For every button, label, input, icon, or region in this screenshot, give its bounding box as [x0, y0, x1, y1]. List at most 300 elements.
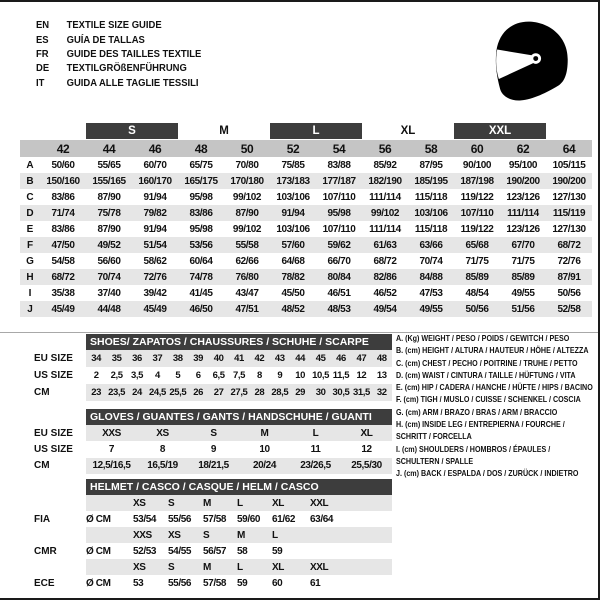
language-row [36, 61, 220, 75]
measurement-legend [396, 333, 596, 481]
measure-cell: 177/187 [322, 175, 356, 187]
row-letter: H [26, 271, 34, 283]
size-cell: 37 [152, 353, 163, 364]
measure-cell: 70/74 [419, 255, 443, 267]
measure-cell: 127/130 [552, 191, 586, 203]
legend-text: C. (cm) CHEST / PECHO / POITRINE / TRUHE / PETTO [396, 357, 578, 368]
measure-cell: 107/110 [322, 223, 356, 235]
helmet-value-cell: 53 [133, 577, 144, 589]
size-cell: 41 [234, 353, 244, 364]
row-cells [86, 495, 392, 511]
size-cell: 9 [277, 370, 283, 381]
measure-row [20, 301, 592, 317]
measure-cell: 115/118 [414, 191, 448, 203]
measure-cell: 45/50 [281, 287, 305, 299]
measure-cell: 190/200 [506, 175, 540, 187]
helmet-size-label-row [34, 527, 392, 543]
measure-cell: 48/52 [281, 303, 305, 315]
language-title: GUIDE DES TAILLES TEXTILE [66, 47, 202, 60]
size-cell: XXS [102, 427, 121, 439]
measure-cell: 160/170 [138, 175, 172, 187]
legend-text: B. (cm) HEIGHT / ALTURA / HAUTEUR / HÖHE / ALTEZZA [396, 345, 589, 356]
measure-cell: 99/102 [232, 191, 262, 203]
row-letter: J [27, 303, 33, 315]
legend-line [396, 419, 596, 431]
legend-text: G. (cm) ARM / BRAZO / BRAS / ARM / BRACCIO [396, 406, 558, 417]
measure-cell: 87/90 [235, 207, 259, 219]
size-header-cell: 44 [102, 141, 116, 156]
measure-cell: 95/100 [508, 159, 538, 171]
measure-cell: 67/70 [511, 239, 535, 251]
measure-cell: 95/98 [189, 191, 213, 203]
measure-cell: 50/56 [465, 303, 489, 315]
measure-cell: 99/102 [370, 207, 400, 219]
measure-cell: 91/94 [143, 191, 167, 203]
size-group-label: L [270, 123, 362, 139]
language-title: GUIDA ALLE TAGLIE TESSILI [66, 76, 199, 89]
language-code: FR [36, 47, 49, 60]
size-cell: 23 [91, 387, 102, 398]
helmet-size-cell: XS [168, 529, 181, 541]
size-header-cell: 52 [286, 141, 300, 156]
measure-cell: 65/75 [189, 159, 213, 171]
legend-text: H. (cm) INSIDE LEG / ENTREPIERNA / FOURCHE / [396, 419, 565, 430]
measure-cell: 49/52 [97, 239, 121, 251]
measure-cell: 123/126 [506, 223, 540, 235]
size-cell: 30 [315, 387, 326, 398]
helmet-value-cell: 55/56 [168, 513, 192, 525]
measure-cell: 79/82 [143, 207, 167, 219]
row-cells [86, 511, 392, 527]
measure-cell: 75/85 [281, 159, 305, 171]
measure-cell: 103/106 [276, 223, 310, 235]
size-cell: 10 [295, 370, 306, 381]
helmet-value-row [34, 511, 392, 527]
helmet-value-row [34, 543, 392, 559]
language-list [36, 18, 220, 90]
size-cell: 30,5 [332, 387, 350, 398]
measure-cell: 61/63 [373, 239, 397, 251]
measure-row [20, 269, 592, 285]
measure-cell: 173/183 [276, 175, 310, 187]
legend-line [396, 370, 596, 382]
helmet-table-title: HELMET / CASCO / CASQUE / HELM / CASCO [86, 479, 392, 495]
measure-cell: 190/200 [552, 175, 586, 187]
size-cell: 4 [154, 370, 160, 381]
row-letter: D [26, 207, 34, 219]
size-cell: 12,5/16,5 [92, 460, 131, 472]
measure-cell: 47/51 [235, 303, 259, 315]
helmet-value-cell: 57/58 [203, 577, 227, 589]
gloves-size-table [34, 409, 392, 474]
helmet-value-cell: 53/54 [133, 513, 157, 525]
measure-cell: 68/72 [373, 255, 397, 267]
measure-cell: 90/100 [462, 159, 492, 171]
row-cells [86, 350, 392, 367]
measure-cell: 66/70 [327, 255, 351, 267]
size-cell: 16,5/19 [147, 460, 178, 472]
measure-row [20, 173, 592, 189]
size-cell: 12 [356, 370, 367, 381]
measure-cell: 64/68 [281, 255, 305, 267]
row-letter: F [26, 239, 34, 251]
size-cell: 18/21,5 [198, 460, 229, 472]
helmet-value-cell: 60 [272, 577, 283, 589]
row-letter: A [26, 159, 34, 171]
row-cells [86, 458, 392, 474]
measure-cell: 83/86 [51, 223, 75, 235]
legend-text: J. (cm) BACK / ESPALDA / DOS / ZURÜCK / INDIETRO [396, 468, 579, 479]
language-title: GUÍA DE TALLAS [66, 33, 145, 46]
shoes-table-title: SHOES/ ZAPATOS / CHAUSSURES / SCHUHE / SCARPE [86, 334, 392, 350]
measure-cell: 49/54 [373, 303, 397, 315]
measure-cell: 155/165 [92, 175, 126, 187]
size-cell: 6,5 [212, 370, 225, 381]
measure-cell: 46/50 [189, 303, 213, 315]
measure-cell: 76/80 [235, 271, 259, 283]
size-group-label: M [219, 125, 229, 137]
measure-cell: 119/122 [460, 191, 494, 203]
measure-cell: 70/80 [235, 159, 259, 171]
main-size-table [20, 122, 592, 317]
measure-cell: 70/74 [97, 271, 121, 283]
gloves-table-title: GLOVES / GUANTES / GANTS / HANDSCHUHE / GUANTI [86, 409, 392, 425]
language-row [36, 47, 220, 61]
row-cells [86, 384, 392, 401]
row-letter: I [28, 287, 32, 299]
measure-cell: 56/60 [97, 255, 121, 267]
size-header-cell: 56 [378, 141, 392, 156]
measure-cell: 51/54 [143, 239, 167, 251]
measure-cell: 51/56 [511, 303, 535, 315]
measure-cell: 60/70 [143, 159, 167, 171]
measure-cell: 82/86 [373, 271, 397, 283]
helmet-size-cell: XXS [133, 529, 152, 541]
measure-cell: 95/98 [327, 207, 351, 219]
size-cell: 9 [210, 443, 217, 455]
helmet-value-cell: 57/58 [203, 513, 227, 525]
language-title: TEXTILGRÖßENFÜHRUNG [66, 62, 187, 75]
measure-cell: 60/64 [189, 255, 213, 267]
measure-cell: 43/47 [235, 287, 259, 299]
size-cell: 23,5 [108, 387, 126, 398]
measure-cell: 87/91 [557, 271, 581, 283]
size-row [34, 350, 392, 367]
row-cells [86, 367, 392, 384]
helmet-value-row [34, 575, 392, 591]
measure-cell: 170/180 [230, 175, 264, 187]
measure-cell: 59/62 [327, 239, 351, 251]
helmet-size-cell: L [237, 561, 243, 573]
helmet-value-cell: 61 [310, 577, 321, 589]
legend-text: F. (cm) TIGH / MUSLO / CUISSE / SCHENKEL / COSCIA [396, 394, 581, 405]
size-cell: 45 [315, 353, 326, 364]
size-cell: 27 [213, 387, 224, 398]
size-cell: 28,5 [271, 387, 289, 398]
measure-cell: 53/56 [189, 239, 213, 251]
helmet-size-cell: XL [272, 561, 284, 573]
helmet-icon [489, 17, 571, 105]
legend-line [396, 456, 596, 468]
size-group-label: XL [400, 125, 416, 137]
helmet-size-cell: XXL [310, 497, 329, 509]
measure-cell: 85/92 [373, 159, 397, 171]
measure-cell: 74/78 [189, 271, 213, 283]
size-cell: 38 [172, 353, 183, 364]
measure-cell: 85/89 [511, 271, 535, 283]
size-header-cell: 58 [424, 141, 438, 156]
measure-cell: 72/76 [143, 271, 167, 283]
size-cell: 48 [376, 353, 387, 364]
helmet-value-cell: 59 [272, 545, 283, 557]
size-cell: 10,5 [312, 370, 330, 381]
row-label: EU SIZE [34, 427, 73, 439]
helmet-value-cell: 52/53 [133, 545, 157, 557]
size-header-cell: 48 [194, 141, 208, 156]
measure-cell: 62/66 [235, 255, 259, 267]
measure-cell: 111/114 [369, 191, 401, 203]
size-cell: 20/24 [252, 460, 277, 472]
size-group-label: XXL [454, 123, 546, 139]
row-letter: B [26, 175, 34, 187]
size-cell: 43 [274, 353, 285, 364]
size-cell: L [312, 427, 319, 439]
size-row [34, 441, 392, 457]
helmet-size-cell: M [237, 529, 245, 541]
measure-cell: 48/53 [327, 303, 351, 315]
measure-row [20, 157, 592, 173]
size-cell: 36 [132, 353, 142, 364]
measure-cell: 47/50 [51, 239, 75, 251]
measure-cell: 68/72 [51, 271, 75, 283]
legend-text: I. (cm) SHOULDERS / HOMBROS / ÉPAULES / [396, 443, 551, 454]
size-cell: 23/26,5 [300, 460, 331, 472]
size-header-cell: 42 [56, 141, 70, 156]
size-cell: 10 [259, 443, 270, 455]
measure-cell: 65/68 [465, 239, 489, 251]
measure-cell: 115/119 [552, 207, 586, 219]
measure-cell: 75/78 [97, 207, 121, 219]
legend-text: E. (cm) HIP / CADERA / HANCHE / HÜFTE / HIPS / BACINO [396, 382, 593, 393]
measure-cell: 150/160 [46, 175, 80, 187]
measure-cell: 107/110 [322, 191, 356, 203]
unit-label: Ø CM [86, 545, 111, 557]
legend-line [396, 345, 596, 357]
size-cell: 13 [376, 370, 387, 381]
helmet-size-cell: L [272, 529, 278, 541]
measure-cell: 46/51 [327, 287, 351, 299]
measure-cell: 63/66 [419, 239, 443, 251]
size-cell: 3,5 [130, 370, 143, 381]
size-cell: 24 [132, 387, 142, 398]
helmet-size-cell: S [168, 497, 175, 509]
measure-cell: 85/89 [465, 271, 489, 283]
helmet-size-cell: S [168, 561, 175, 573]
unit-label: Ø CM [86, 577, 111, 589]
size-cell: 2,5 [110, 370, 123, 381]
measure-cell: 48/54 [465, 287, 489, 299]
size-cell: 2 [93, 370, 99, 381]
language-title: TEXTILE SIZE GUIDE [66, 19, 162, 32]
row-label: EU SIZE [34, 353, 73, 364]
size-cell: 44 [295, 353, 306, 364]
measure-cell: 87/90 [97, 223, 121, 235]
size-cell: 7 [108, 443, 115, 455]
legend-line [396, 394, 596, 406]
measure-cell: 123/126 [506, 191, 540, 203]
measure-cell: 87/95 [419, 159, 443, 171]
language-code: IT [36, 76, 45, 89]
language-row [36, 76, 220, 90]
row-cells [86, 441, 392, 457]
measure-cell: 87/90 [97, 191, 121, 203]
measure-cell: 71/75 [465, 255, 489, 267]
size-cell: 11 [310, 443, 321, 455]
size-cell: 39 [193, 353, 204, 364]
measure-cell: 49/55 [419, 303, 443, 315]
measure-cell: 49/55 [511, 287, 535, 299]
size-cell: 26 [193, 387, 204, 398]
row-cells [86, 527, 392, 543]
row-cells [86, 575, 392, 591]
size-cell: 5 [175, 370, 181, 381]
helmet-size-cell: XS [133, 497, 146, 509]
row-letter: G [26, 255, 34, 267]
helmet-size-cell: XS [133, 561, 146, 573]
legend-line [396, 358, 596, 370]
size-cell: 35 [111, 353, 122, 364]
legend-line [396, 333, 596, 345]
measure-cell: 35/38 [51, 287, 75, 299]
measure-cell: 78/82 [281, 271, 305, 283]
size-cell: 27,5 [230, 387, 248, 398]
measure-cell: 55/65 [97, 159, 121, 171]
size-cell: 25,5/30 [351, 460, 382, 472]
size-group-label: S [86, 123, 178, 139]
size-cell: S [210, 427, 217, 439]
size-cell: 8 [256, 370, 262, 381]
measure-cell: 46/52 [373, 287, 397, 299]
measure-cell: 103/106 [276, 191, 310, 203]
measure-cell: 44/48 [97, 303, 121, 315]
measure-cell: 71/75 [511, 255, 535, 267]
measure-cell: 50/56 [557, 287, 581, 299]
measure-cell: 165/175 [184, 175, 218, 187]
size-cell: 31,5 [352, 387, 370, 398]
helmet-size-cell: L [237, 497, 243, 509]
size-cell: 6 [195, 370, 201, 381]
measure-cell: 111/114 [507, 207, 539, 219]
measure-cell: 52/58 [557, 303, 581, 315]
measure-cell: 80/84 [327, 271, 351, 283]
measure-cell: 103/106 [414, 207, 448, 219]
row-label: US SIZE [34, 370, 73, 381]
measure-cell: 91/94 [281, 207, 305, 219]
size-cell: XL [360, 427, 373, 439]
measure-cell: 84/88 [419, 271, 443, 283]
helmet-size-cell: S [203, 529, 210, 541]
measure-cell: 50/60 [51, 159, 75, 171]
unit-label: Ø CM [86, 513, 111, 525]
size-cell: 42 [254, 353, 265, 364]
size-cell: 46 [336, 353, 346, 364]
size-row [34, 458, 392, 474]
size-row [34, 367, 392, 384]
measure-row [20, 285, 592, 301]
size-header-cell: 60 [470, 141, 484, 156]
measure-cell: 182/190 [368, 175, 402, 187]
row-label: CM [34, 460, 50, 472]
measure-cell: 185/195 [414, 175, 448, 187]
size-row [34, 384, 392, 401]
standard-label: ECE [34, 577, 55, 589]
measure-cell: 39/42 [143, 287, 167, 299]
measure-cell: 119/122 [460, 223, 494, 235]
row-cells [86, 559, 392, 575]
row-letter: C [26, 191, 34, 203]
measure-cell: 68/72 [557, 239, 581, 251]
legend-text: D. (cm) WAIST / CINTURA / TAILLE / HÜFTUNG / VITA [396, 369, 576, 380]
measure-cell: 37/40 [97, 287, 121, 299]
measure-row [20, 205, 592, 221]
size-cell: 8 [159, 443, 166, 455]
measure-cell: 115/118 [414, 223, 448, 235]
measure-cell: 45/49 [143, 303, 167, 315]
row-cells [86, 543, 392, 559]
legend-text: A. (Kg) WEIGHT / PESO / POIDS / GEWITCH / PESO [396, 333, 570, 343]
helmet-size-cell: XL [272, 497, 284, 509]
helmet-value-cell: 59 [237, 577, 248, 589]
helmet-value-cell: 59/60 [237, 513, 261, 525]
measure-cell: 72/76 [557, 255, 581, 267]
size-cell: 12 [361, 443, 372, 455]
size-group-header-row [20, 122, 592, 140]
standard-label: FIA [34, 513, 51, 525]
measure-cell: 111/114 [369, 223, 401, 235]
helmet-size-table [34, 479, 392, 591]
size-cell: 29 [295, 387, 306, 398]
legend-text: SCHRITT / FORCELLA [396, 431, 472, 442]
legend-line [396, 431, 596, 443]
size-header-cell: 54 [332, 141, 346, 156]
measure-cell: 71/74 [51, 207, 75, 219]
size-cell: 25,5 [169, 387, 187, 398]
size-header-cell: 64 [562, 141, 576, 156]
standard-label: CMR [34, 545, 57, 557]
language-row [36, 32, 220, 46]
measure-cell: 83/86 [189, 207, 213, 219]
helmet-size-label-row [34, 495, 392, 511]
helmet-value-cell: 61/62 [272, 513, 296, 525]
measure-cell: 83/86 [51, 191, 75, 203]
measure-cell: 41/45 [189, 287, 213, 299]
helmet-value-cell: 54/55 [168, 545, 192, 557]
measure-cell: 127/130 [552, 223, 586, 235]
size-cell: 28 [254, 387, 265, 398]
measure-row [20, 253, 592, 269]
measure-cell: 47/53 [419, 287, 443, 299]
legend-line [396, 382, 596, 394]
size-cell: 32 [376, 387, 387, 398]
size-header-cell: 46 [148, 141, 162, 156]
measure-cell: 45/49 [51, 303, 75, 315]
measure-cell: 107/110 [460, 207, 494, 219]
helmet-value-cell: 58 [237, 545, 248, 557]
legend-line [396, 468, 596, 480]
size-cell: 11,5 [332, 370, 350, 381]
measure-cell: 105/115 [552, 159, 586, 171]
helmet-value-cell: 56/57 [203, 545, 227, 557]
